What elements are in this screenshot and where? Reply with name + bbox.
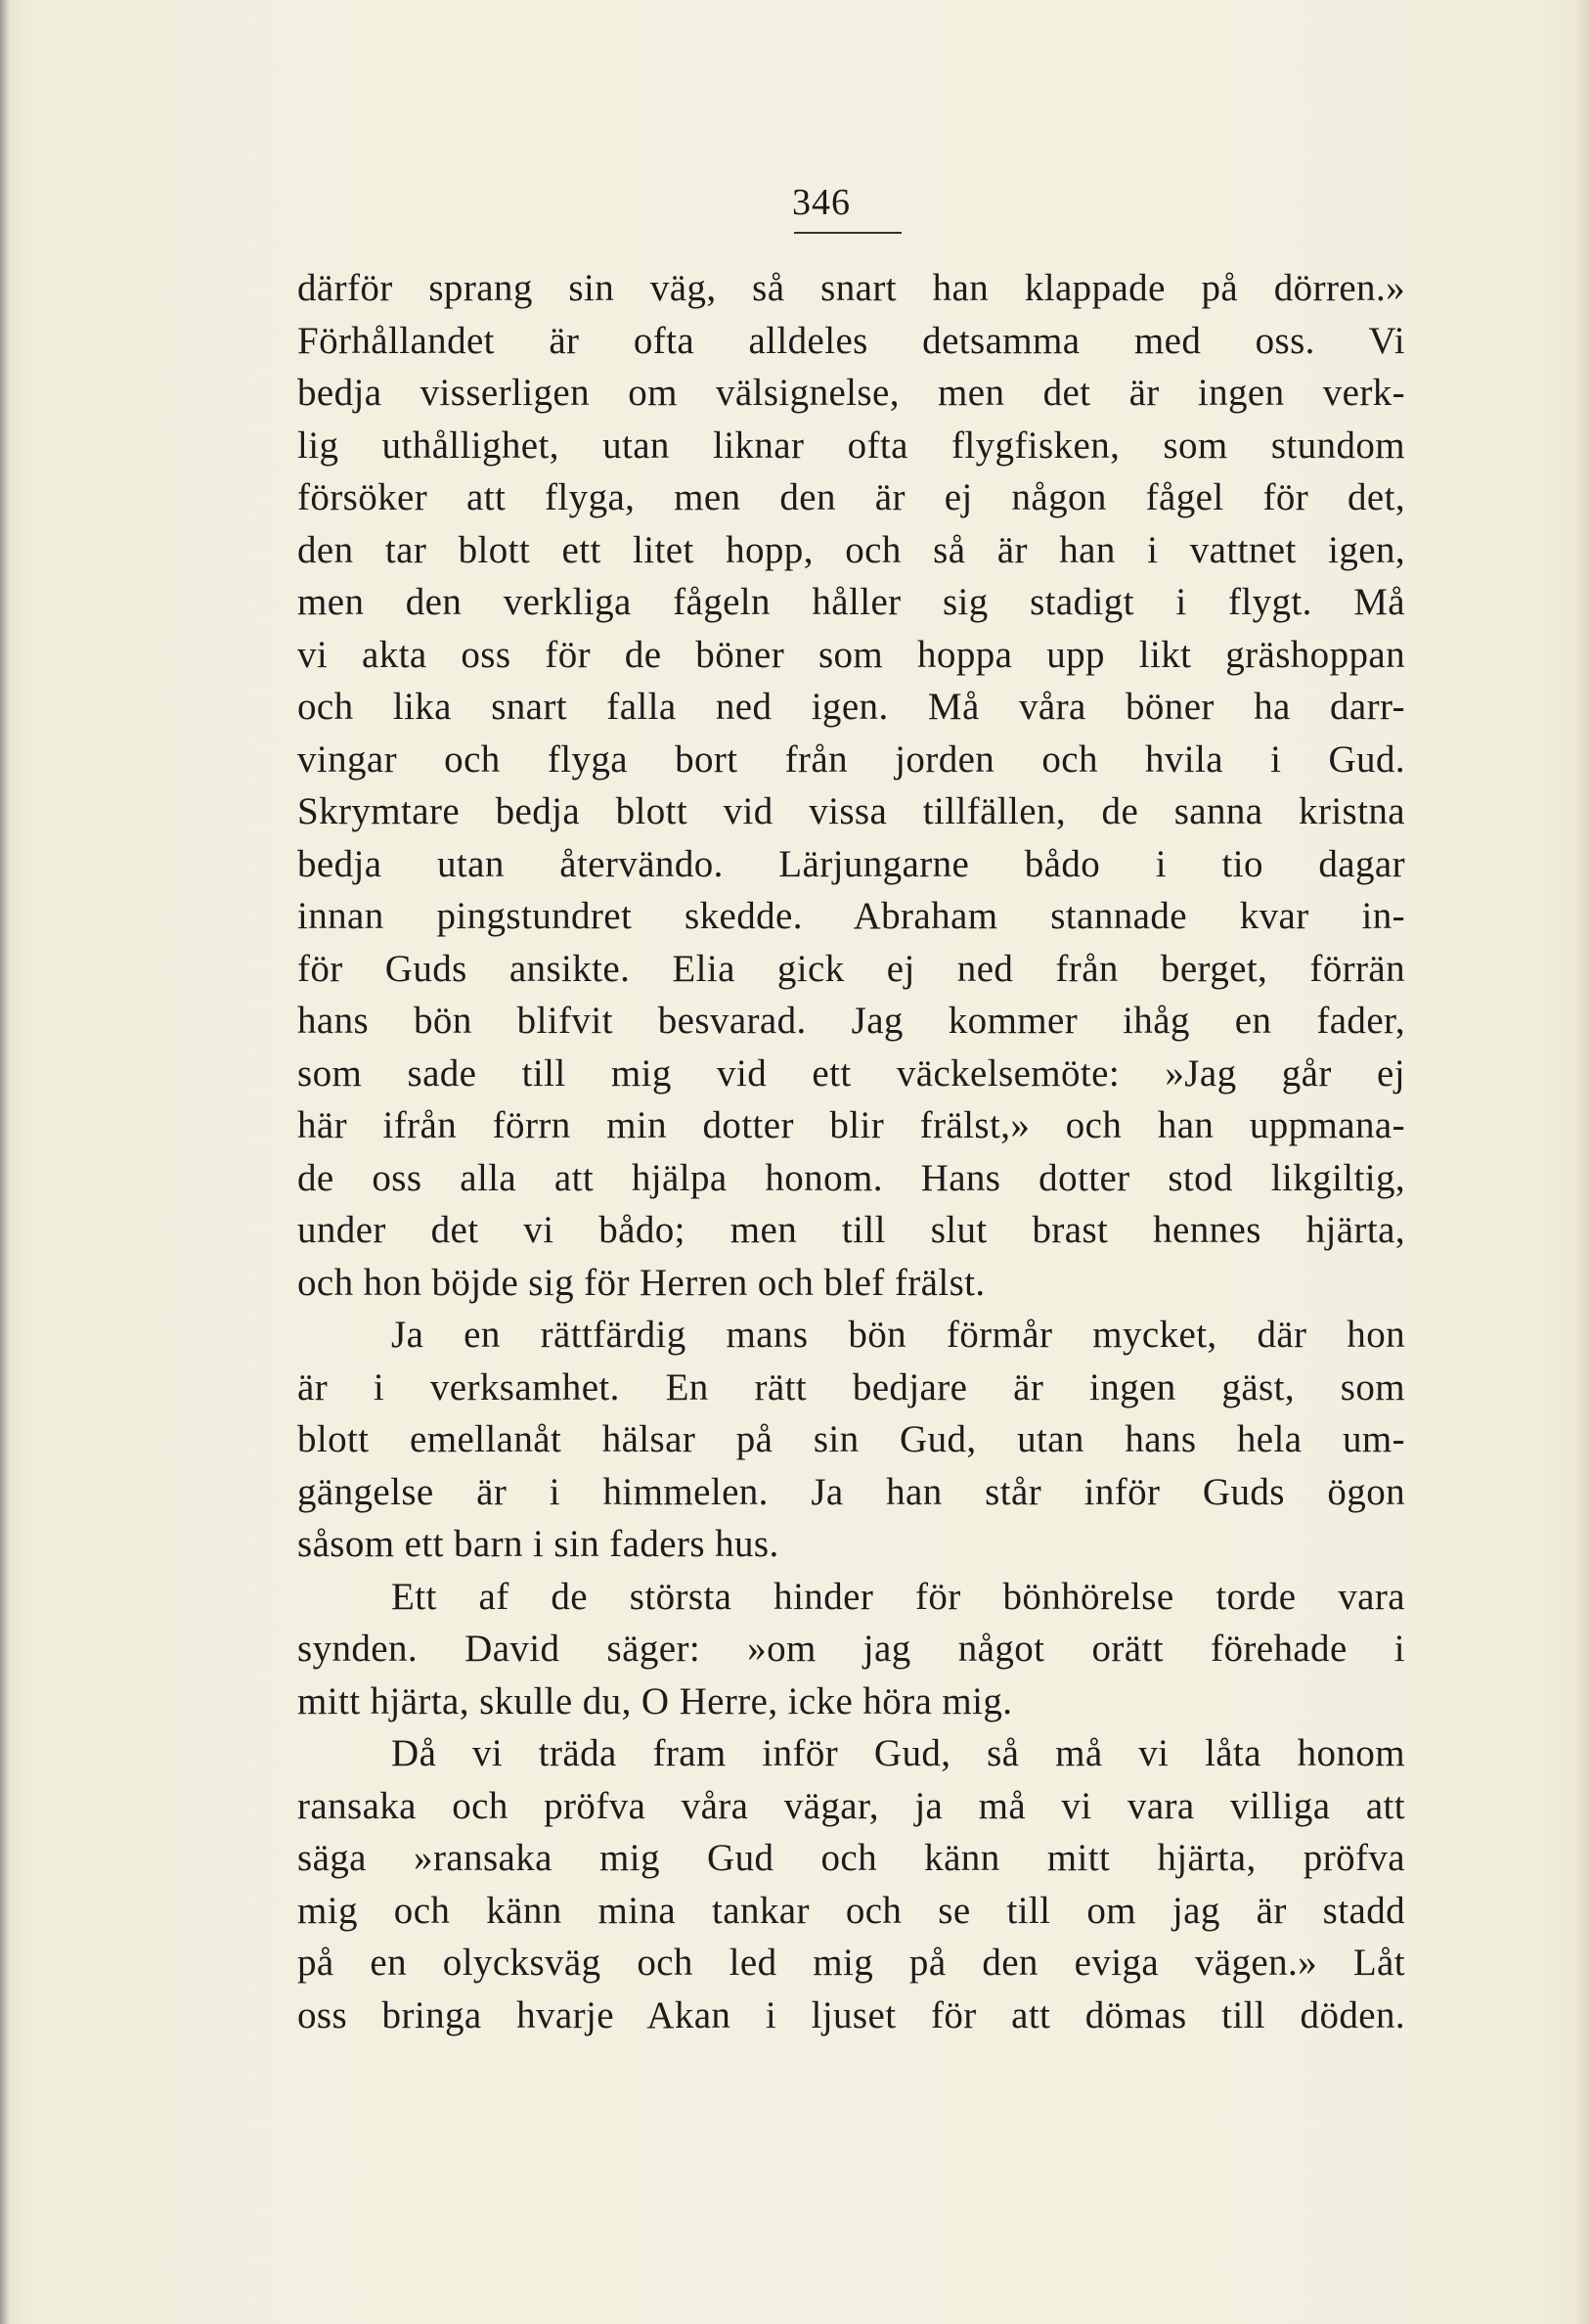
- text-line: och lika snart falla ned igen. Må våra böner ha darr-: [297, 686, 1405, 728]
- page-number: 346: [792, 182, 851, 223]
- text-line: för Guds ansikte. Elia gick ej ned från berget, förrän: [297, 947, 1405, 990]
- text-line: Förhållandet är ofta alldeles detsamma med oss. Vi: [297, 319, 1405, 362]
- text-line: ransaka och pröfva våra vägar, ja må vi vara villiga att: [297, 1784, 1405, 1827]
- text-line: mig och känn mina tankar och se till om jag är stadd: [297, 1889, 1405, 1932]
- text-line: lig uthållighet, utan liknar ofta flygfisken, som stundom: [297, 424, 1405, 467]
- text-line: säga »ransaka mig Gud och känn mitt hjärta, pröfva: [297, 1837, 1405, 1879]
- text-line: synden. David säger: »om jag något orätt förehade i: [297, 1628, 1405, 1670]
- text-line: blott emellanåt hälsar på sin Gud, utan hans hela um-: [297, 1418, 1405, 1460]
- page-binding-edge: [0, 0, 9, 2324]
- text-line: här ifrån förrn min dotter blir frälst,» och han uppmana-: [297, 1104, 1405, 1146]
- text-line: hans bön blifvit besvarad. Jag kommer ihåg en fader,: [297, 1000, 1405, 1042]
- text-line: de oss alla att hjälpa honom. Hans dotter stod likgiltig,: [297, 1156, 1405, 1199]
- text-line: bedja utan återvändo. Lärjungarne bådo i tio dagar: [297, 842, 1405, 885]
- text-line: Ett af de största hinder för bönhörelse torde vara: [391, 1575, 1405, 1618]
- text-line: under det vi bådo; men till slut brast hennes hjärta,: [297, 1209, 1405, 1251]
- body-text: [297, 262, 1405, 2041]
- text-line: såsom ett barn i sin faders hus.: [297, 1523, 779, 1565]
- text-line: oss bringa hvarje Akan i ljuset för att dömas till döden.: [297, 1993, 1405, 2036]
- text-line: Skrymtare bedja blott vid vissa tillfällen, de sanna kristna: [297, 790, 1405, 832]
- text-line: men den verkliga fågeln håller sig stadigt i flygt. Må: [297, 581, 1405, 623]
- text-line: gängelse är i himmelen. Ja han står inför Guds ögon: [297, 1470, 1405, 1513]
- text-line: vingar och flyga bort från jorden och hvila i Gud.: [297, 737, 1405, 781]
- text-line: på en olycksväg och led mig på den eviga vägen.» Låt: [297, 1942, 1405, 1984]
- text-line: är i verksamhet. En rätt bedjare är ingen gäst, som: [297, 1365, 1405, 1408]
- text-line: som sade till mig vid ett väckelsemöte: »Jag går ej: [297, 1051, 1405, 1095]
- text-line: bedja visserligen om välsignelse, men det är ingen verk-: [297, 372, 1405, 414]
- text-line: försöker att flyga, men den är ej någon fågel för det,: [297, 476, 1405, 518]
- text-line: den tar blott ett litet hopp, och så är han i vattnet igen,: [297, 528, 1405, 571]
- text-line: mitt hjärta, skulle du, O Herre, icke höra mig.: [297, 1679, 1013, 1722]
- text-line: därför sprang sin väg, så snart han klappade på dörren.»: [297, 267, 1405, 309]
- page-number-rule: [794, 232, 902, 234]
- text-line: och hon böjde sig för Herren och blef frälst.: [297, 1261, 986, 1304]
- text-line: Ja en rättfärdig mans bön förmår mycket, där hon: [391, 1314, 1405, 1356]
- text-line: vi akta oss för de böner som hoppa upp likt gräshoppan: [297, 633, 1405, 676]
- text-line: Då vi träda fram inför Gud, så må vi låta honom: [391, 1732, 1405, 1774]
- text-line: innan pingstundret skedde. Abraham stannade kvar in-: [297, 895, 1405, 937]
